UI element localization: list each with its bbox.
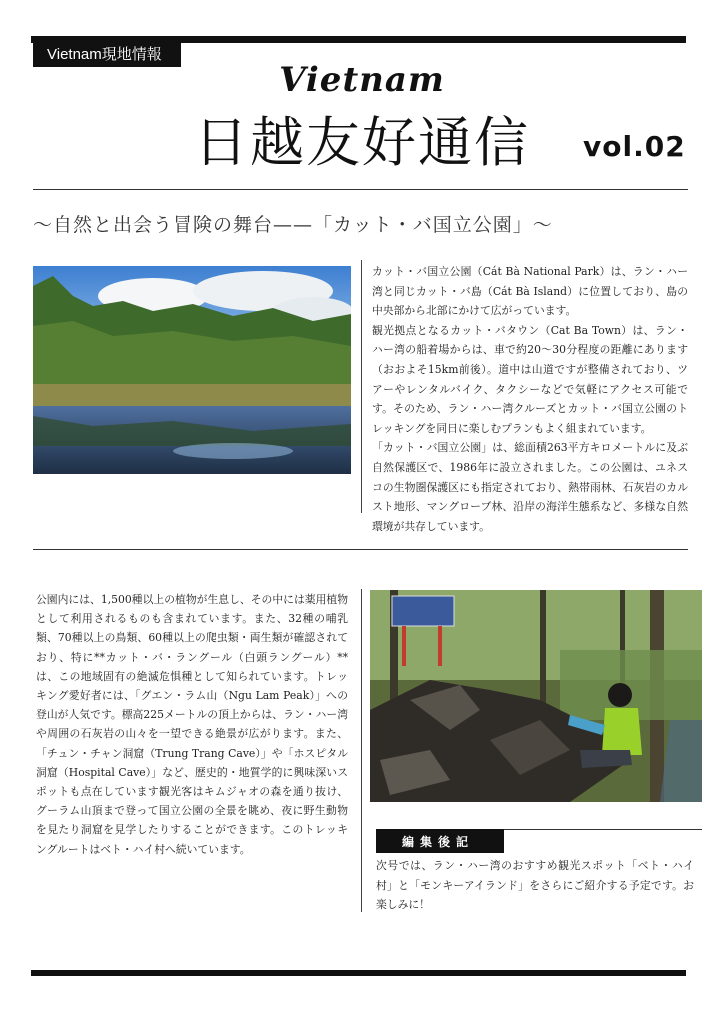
editor-notes-text: 次号では、ラン・ハー湾のおすすめ観光スポット「ベト・ハイ村」と「モンキーアイランド」をさらにご紹介する予定です。お楽しみに！	[376, 859, 694, 912]
hiker-forest-photo	[370, 590, 702, 802]
column-divider-top	[361, 260, 362, 513]
bottom-rule	[31, 970, 686, 976]
script-title: Vietnam	[279, 60, 445, 100]
column-divider-bottom	[361, 589, 362, 912]
volume-number: vol.02	[583, 130, 686, 163]
paragraph-2: 観光拠点となるカット・バタウン（Cat Ba Town）は、ラン・ハー湾の船着場からは、車で約20〜30分程度の距離にあります（おおよそ15km前後）。道中は山道ですが整備されており、ツアーやレンタルバイク、タクシーなどで気軽にアクセス可能です。そのため、ラン・ハー湾クルーズとカット・バ国立公園のトレッキングを同日に楽しむプランもよく組まれています。	[372, 323, 688, 435]
paragraph-1: カット・バ国立公園（Cát Bà National Park）は、ラン・ハー湾と同じカット・バ島（Cát Bà Island）に位置しており、島の中央部から北部にかけて広がっています。	[372, 265, 688, 318]
paragraph-4: 公園内には、1,500種以上の植物が生息し、その中には薬用植物として利用されるものも含まれています。また、32種の哺乳類、70種以上の鳥類、60種以上の爬虫類・両生類が確認されており、特に**カット・バ・ラングール（白頭ラングール）**は、この地域固有の絶滅危惧種として知られています。トレッキング愛好者には、「グエン・ラム山（Ngu Lam Peak）」への登山が人気です。標高225メートルの頂上からは、ラン・ハー湾や周囲の石灰岩の山々を一望できる絶景が広がります。また、「チュン・チャン洞窟（Trung Trang Cave）」や「ホスピタル洞窟（Hospital Cave）」など、歴史的・地質学的に興味深いスポットも点在しています観光客はキムジャオの森を通り抜け、グーラム山頂まで登って国立公園の全景を眺め、夜に野生動物を見たり洞窟を見学したりすることができます。このトレッキングルートはベト・ハイ村へ続いています。	[36, 593, 348, 856]
paragraph-3: 「カット・バ国立公園」は、総面積263平方キロメートルに及ぶ自然保護区で、1986年に設立されました。この公園は、ユネスコの生物圏保護区にも指定されており、熱帯雨林、石灰岩のカルスト地形、マングローブ林、沿岸の海洋生態系など、多様な自然環境が共存しています。	[372, 441, 688, 533]
main-title: 日越友好通信	[194, 111, 530, 174]
section-title: 〜自然と出会う冒険の舞台——「カット・バ国立公園」〜	[33, 214, 553, 236]
article-bottom-text	[36, 590, 348, 859]
middle-divider	[33, 549, 688, 550]
header-divider	[33, 189, 688, 190]
article-top-text	[372, 262, 688, 536]
editor-notes-heading: 編集後記	[376, 829, 504, 853]
editor-notes-rule	[504, 829, 702, 830]
category-tag: Vietnam現地情報	[33, 40, 181, 67]
lake-landscape-photo	[33, 266, 351, 474]
